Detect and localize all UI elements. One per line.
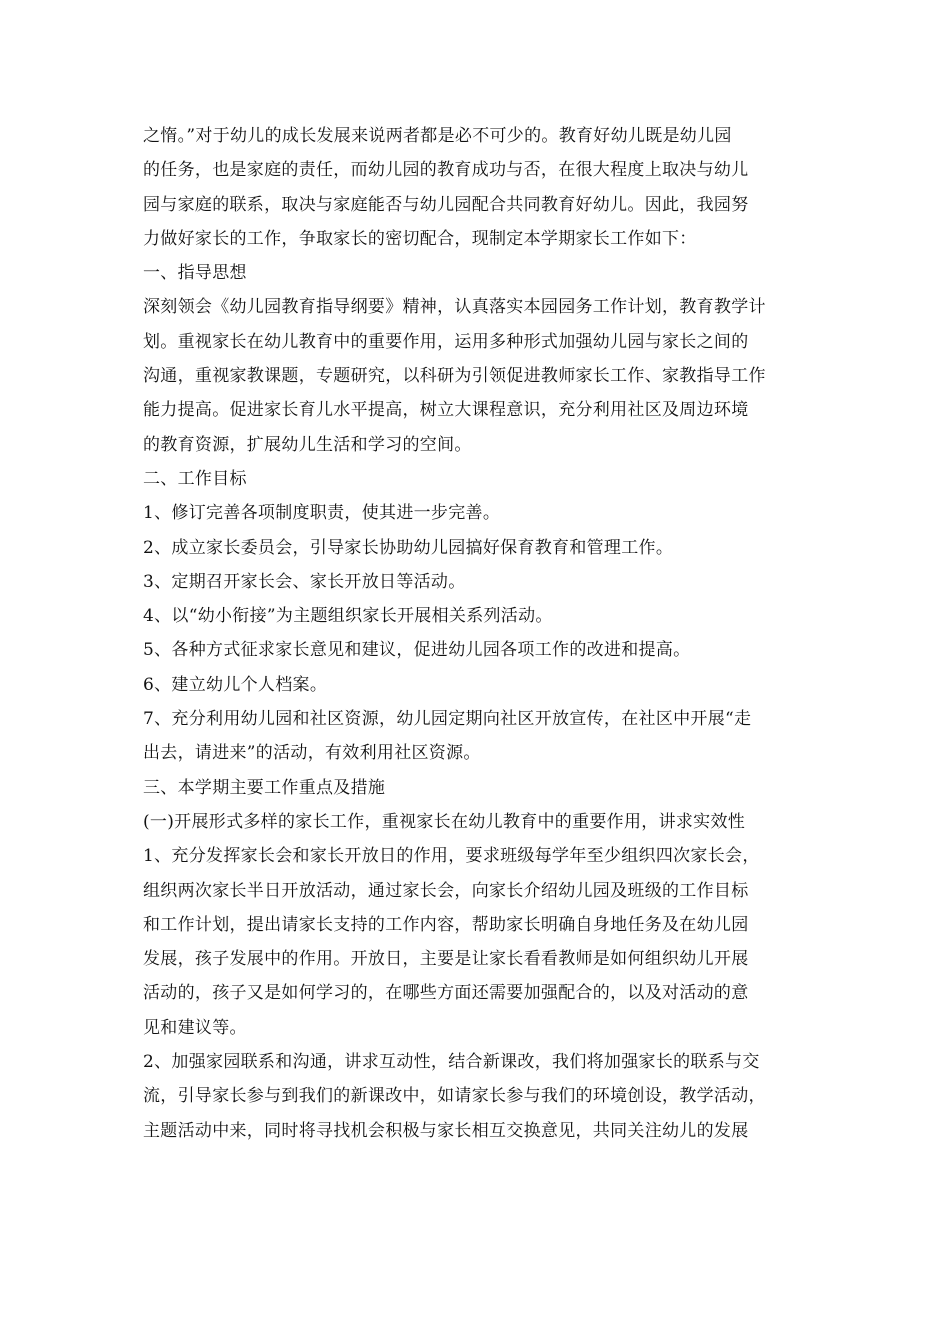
text-line: 的任务，也是家庭的责任，而幼儿园的教育成功与否，在很大程度上取决与幼儿: [143, 160, 749, 181]
text-line: 见和建议等。: [143, 1017, 247, 1038]
list-item: 3、定期召开家长会、家长开放日等活动。: [143, 571, 466, 592]
document-body: [143, 119, 809, 1148]
text-line: 力做好家长的工作，争取家长的密切配合，现制定本学期家长工作如下：: [143, 228, 697, 249]
list-item: 2、成立家长委员会，引导家长协助幼儿园搞好保育教育和管理工作。: [143, 537, 674, 558]
list-item: 1、修订完善各项制度职责，使其进一步完善。: [143, 503, 501, 524]
list-item: 1、充分发挥家长会和家长开放日的作用，要求班级每学年至少组织四次家长会，: [143, 846, 760, 867]
text-line: 能力提高。促进家长育儿水平提高，树立大课程意识，充分利用社区及周边环境: [143, 400, 749, 421]
text-line: 沟通，重视家教课题，专题研究，以科研为引领促进教师家长工作、家教指导工作: [143, 366, 766, 387]
text-line: 和工作计划，提出请家长支持的工作内容，帮助家长明确自身地任务及在幼儿园: [143, 914, 749, 935]
text-line: 出去，请进来”的活动，有效利用社区资源。: [143, 743, 481, 764]
text-line: 园与家庭的联系，取决与家庭能否与幼儿园配合共同教育好幼儿。因此，我园努: [143, 194, 749, 215]
text-line: 组织两次家长半日开放活动，通过家长会，向家长介绍幼儿园及班级的工作目标: [143, 880, 749, 901]
list-item: 2、加强家园联系和沟通，讲求互动性，结合新课改，我们将加强家长的联系与交: [143, 1052, 760, 1073]
subsection-heading: (一)开展形式多样的家长工作，重视家长在幼儿教育中的重要作用，讲求实效性: [143, 811, 746, 832]
text-line: 划。重视家长在幼儿教育中的重要作用，运用多种形式加强幼儿园与家长之间的: [143, 331, 749, 352]
section-heading: 一、指导思想: [143, 263, 247, 284]
list-item: 5、各种方式征求家长意见和建议，促进幼儿园各项工作的改进和提高。: [143, 640, 691, 661]
section-heading: 三、本学期主要工作重点及措施: [143, 777, 386, 798]
list-item: 4、以“幼小衔接”为主题组织家长开展相关系列活动。: [143, 606, 553, 627]
text-line: 流，引导家长参与到我们的新课改中，如请家长参与我们的环境创设，教学活动，: [143, 1086, 766, 1107]
list-item: 7、充分利用幼儿园和社区资源，幼儿园定期向社区开放宣传，在社区中开展“走: [143, 709, 752, 730]
text-line: 之惰。”对于幼儿的成长发展来说两者都是必不可少的。教育好幼儿既是幼儿园: [143, 126, 732, 146]
text-line: 深刻领会《幼儿园教育指导纲要》精神，认真落实本园园务工作计划，教育教学计: [143, 297, 766, 318]
section-heading: 二、工作目标: [143, 468, 247, 489]
text-line: 发展，孩子发展中的作用。开放日，主要是让家长看看教师是如何组织幼儿开展: [143, 949, 749, 970]
text-line: 主题活动中来，同时将寻找机会积极与家长相互交换意见，共同关注幼儿的发展: [143, 1120, 749, 1141]
list-item: 6、建立幼儿个人档案。: [143, 674, 328, 695]
text-line: 活动的，孩子又是如何学习的，在哪些方面还需要加强配合的，以及对活动的意: [143, 983, 749, 1004]
text-line: 的教育资源，扩展幼儿生活和学习的空间。: [143, 434, 472, 455]
